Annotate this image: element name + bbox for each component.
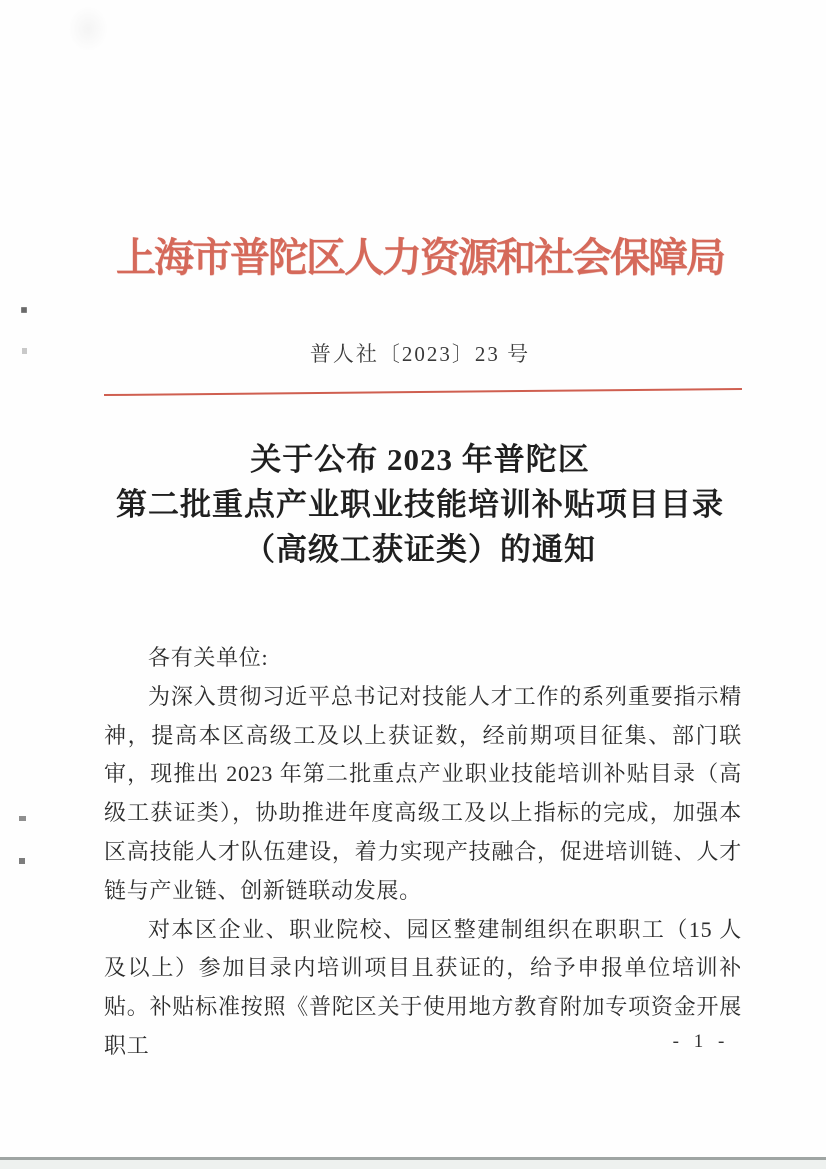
page-number: - 1 - [672,1031,730,1052]
notice-title-line: 关于公布 2023 年普陀区 [250,442,590,477]
scan-mark [21,307,27,313]
document-number: 普人社〔2023〕23 号 [309,342,531,366]
red-divider-rule [104,388,742,396]
body-paragraph: 对本区企业、职业院校、园区整建制组织在职职工（15 人及以上）参加目录内培训项目且获证的，给予申报单位培训补贴。补贴标准按照《普陀区关于使用地方教育附加专项资金开展职工 [104,916,742,1058]
scan-mark [19,858,25,864]
body-paragraph: 为深入贯彻习近平总书记对技能人才工作的系列重要指示精神，提高本区高级工及以上获证数，经前期项目征集、部门联审，现推出 2023 年第二批重点产业职业技能培训补贴目录（高级工获证类），协助推进年度高级工及以上指标的完成，加强本区高技能人才队伍建设，着力实现产技融合，促进培训链、人才链与产业链、创新链联动发展。 [104,683,742,903]
notice-body [104,639,742,1066]
agency-name-header: 上海市普陀区人力资源和社会保障局 [116,235,724,280]
scan-smudge [68,6,108,52]
scan-edge-shadow [0,1160,826,1169]
notice-title-line: （高级工获证类）的通知 [244,532,596,567]
scan-mark [19,816,26,821]
notice-title [14,437,826,572]
notice-title-line: 第二批重点产业职业技能培训补贴项目目录 [116,487,724,522]
salutation: 各有关单位: [148,645,269,670]
